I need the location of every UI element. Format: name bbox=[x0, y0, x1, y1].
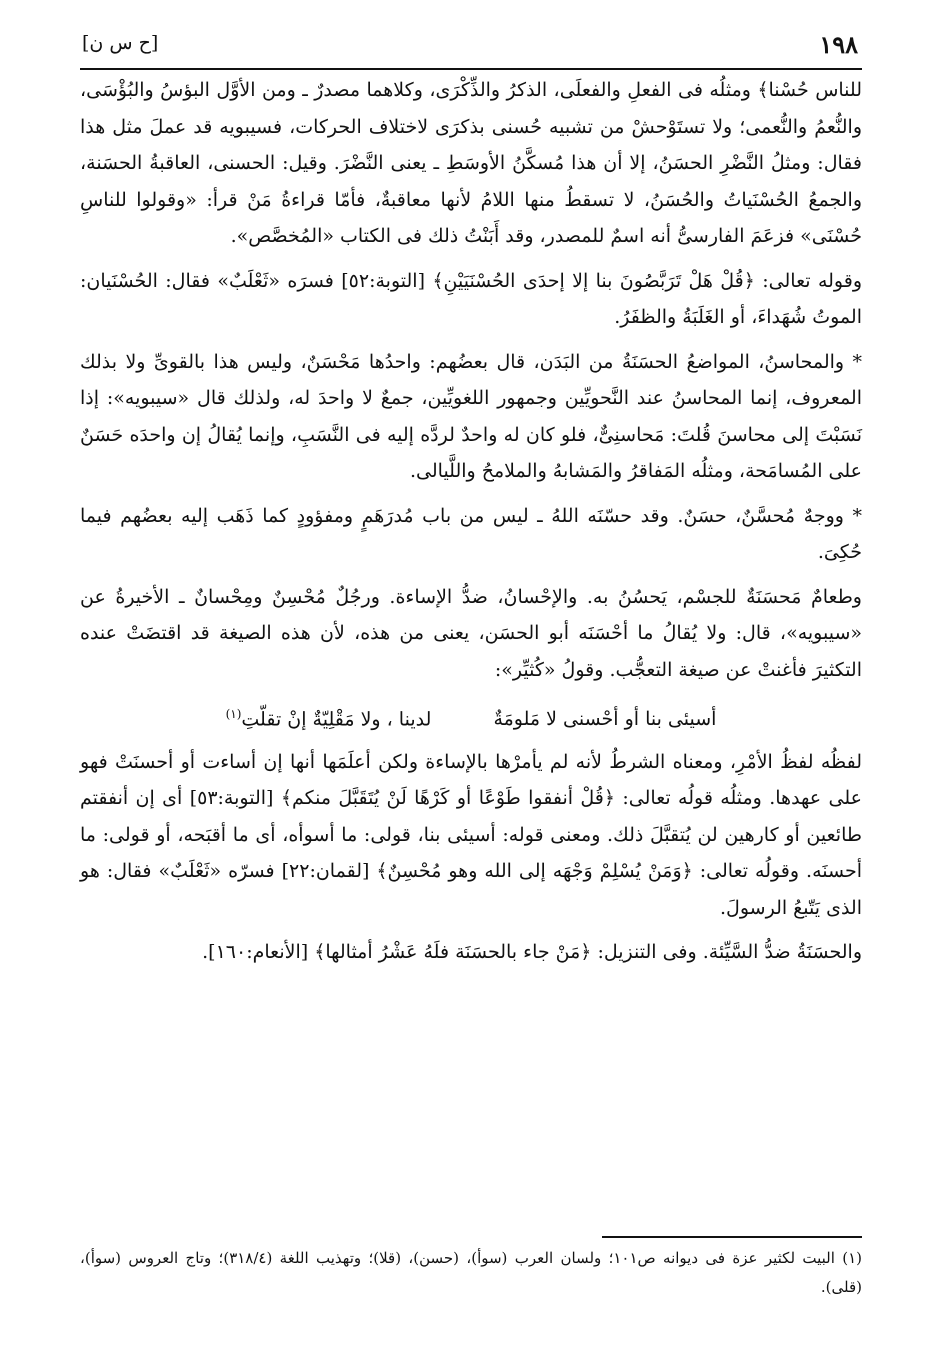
paragraph: وطعامٌ مَحسَنَةٌ للجسْم، يَحسُنُ به. والإحْسانُ، ضدُّ الإساءة. ورجُلٌ مُحْسِنٌ ومِحْسانٌ ـ الأخيرةُ عن «سيبويه»، قال: ولا يُقالُ ما أحْسَنَه أبو الحسَن، يعنى من هذه، لأن هذه الصيغة قد اقتضَتْ عنده التكثيرَ فأغنتْ عن صيغة التعجُّب. وقولُ «كُثيِّر»: bbox=[80, 585, 862, 681]
root-key: [ح س ن] bbox=[82, 32, 159, 54]
poetry-verse bbox=[80, 696, 862, 738]
paragraph: لفظُه لفظُ الأمْرِ، ومعناه الشرطُ لأنه لم يأمرْها بالإساءة ولكن أعلَمَها أنها إن أساءت أو أحسنَتْ فهو على عهدها. ومثلُه قولُه تعالى: ﴿قُلْ أنفقوا طَوْعًا أو كَرْهًا لَنْ يُتَقَبَّلَ منكم﴾ [التوبة:٥٣] أى إن أنفقتم طائعين أو كارهين لن يُتقبَّلَ ذلك. ومعنى قوله: أسيئى بنا، قولى: ما أسوأه، أى ما أقبَحه، أو قولى: ما أحسنَه. وقولُه تعالى: ﴿وَمَنْ يُسْلِمْ وَجْهَه إلى الله وهو مُحْسِنٌ﴾ [لقمان:٢٢] فسرّه «ثَعْلَبٌ» فقال: هو الذى يَتّبعُ الرسولَ. bbox=[80, 750, 862, 919]
footnote-marker: (١) bbox=[225, 707, 242, 721]
verse-hemistich-second bbox=[226, 696, 432, 738]
paragraph: للناس حُسْنا﴾ ومثلُه فى الفعلِ والفعلَى، الذكرُ والذِّكْرَى، وكلاهما مصدرٌ ـ ومن الأوَّل البؤسُ والبُؤْسَى، والنُّعمُ والنُّعمى؛ ولا تستَوْحشْ من تشبيه حُسنى بذكرَى لاختلاف الحركات، فسيبويه قد عملَ مثل هذا فقال: ومثلُ النَّضْرِ الحسَنُ، إلا أن هذا مُسكَّنُ الأوسَطِ ـ يعنى النَّضْرَ. وقيل: الحسنى، العاقبةُ الحسَنة، والجمعُ الحُسْنَياتُ والحُسَنُ، لا تسقطُ منها اللامُ لأنها معاقبةٌ، فأمّا قراءةُ مَنْ قرأ: «وقولوا للناسِ حُسْنَى» فزعَمَ الفارسىُّ أنه اسمٌ للمصدر، وقد أَبَنْتُ ذلك فى الكتاب «المُخصَّص». bbox=[80, 79, 862, 247]
paragraph: * ووجهٌ مُحسَّنٌ، حسَنٌ. وقد حسّنَه اللهُ ـ ليس من باب مُدرَهَمٍ ومفؤودٍ كما ذَهَب إليه بعضُهم فيما حُكِىَ. bbox=[80, 504, 862, 563]
verse-hemistich-text: لدينا ، ولا مَقْلِيّةٌ إنْ تقلّتِ bbox=[241, 708, 432, 731]
verse-hemistich-first: أسيئى بنا أو أحْسنى لا مَلومَةٌ bbox=[493, 708, 717, 731]
main-text bbox=[80, 72, 862, 1202]
footnote-divider bbox=[602, 1236, 862, 1238]
paragraph: * والمحاسنُ، المواضعُ الحسَنَةُ من البَدَن، قال بعضُهم: واحدُها مَحْسَنٌ، وليس هذا بالقوىِّ ولا بذلك المعروف، إنما المحاسنُ عند النَّحويِّين وجمهور اللغويِّين، جمعٌ لا واحدَ له، ولذلك قال «سيبويه»: إذا نَسَبْتَ إلى محاسنَ قُلتَ: مَحاسنِىٌّ، فلو كان له واحدٌ لردَّه إليه فى النَّسَبِ، وإنما يُقالُ إن واحدَه حَسَنٌ على المُسامَحة، ومثلُه المَفاقرُ والمَشابهُ والملامحُ واللَّيالى. bbox=[80, 350, 862, 482]
footnotes bbox=[80, 1244, 862, 1302]
footnote: (١) البيت لكثير عزة فى ديوانه ص١٠١؛ ولسان العرب (سوأ)، (حسن)، (قلا)؛ وتهذيب اللغة (٣١٨/٤)؛ وتاج العروس (سوأ)، (قلى). bbox=[80, 1249, 863, 1296]
page-header bbox=[80, 26, 862, 70]
page-number: ١٩٨ bbox=[819, 30, 858, 59]
paragraph: والحسَنَةُ ضدُّ السَّيِّئة. وفى التنزيل: ﴿مَنْ جاء بالحسَنَة فلَهُ عَشْرُ أمثالها﴾ [الأنعام:١٦٠]. bbox=[202, 941, 862, 964]
paragraph: وقوله تعالى: ﴿قُلْ هَلْ تَرَبَّصُونَ بنا إلا إحدَى الحُسْنَيَيْنِ﴾ [التوبة:٥٢] فسرَه «ثَعْلَبٌ» فقال: الحُسْنَيان: الموتُ شُهَداءَ، أو الغَلَبَةُ والظفَرُ. bbox=[80, 269, 862, 328]
